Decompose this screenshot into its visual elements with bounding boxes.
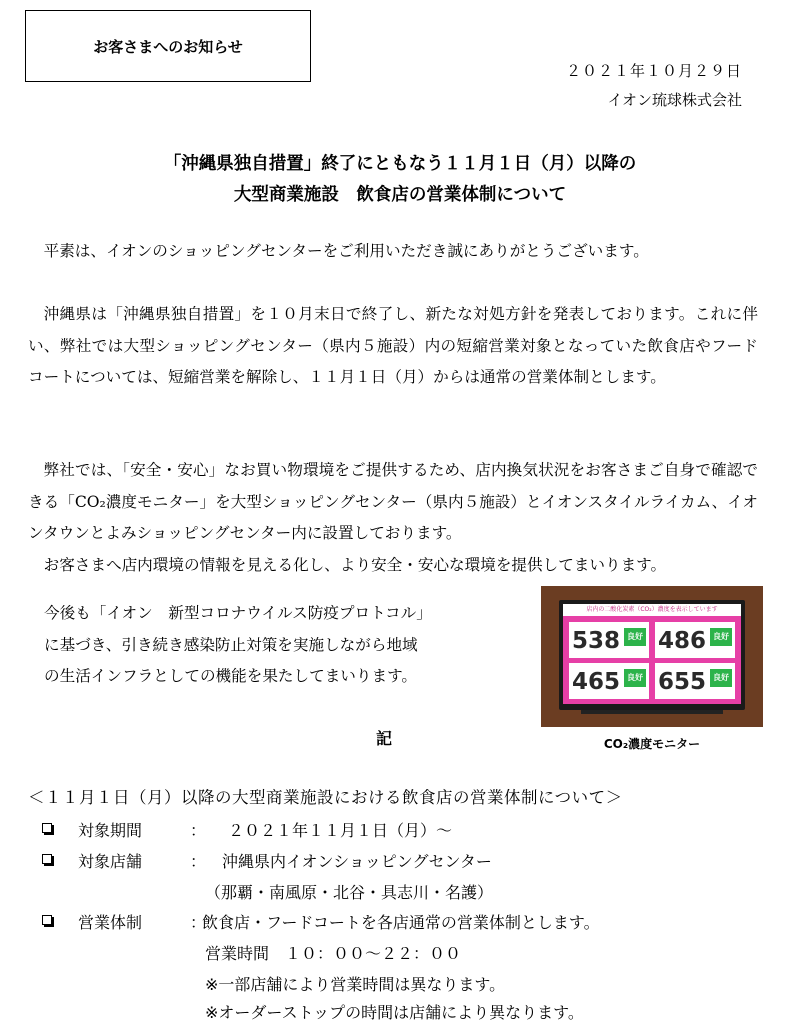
protocol-line-2: に基づき、引き続き感染防止対策を実施しながら地域	[44, 635, 418, 654]
title-line-1: 「沖縄県独自措置」終了にともなう１１月１日（月）以降の	[163, 154, 637, 174]
item-value-hours: 飲食店・フードコートを各店通常の営業体制とします。	[202, 913, 600, 932]
protocol-line-1: 今後も「イオン 新型コロナウイルス防疫プロトコル」	[44, 604, 432, 622]
ki-mark: 記	[376, 729, 393, 748]
co2-value: 538	[572, 628, 621, 654]
item-colon: ：	[190, 821, 207, 840]
checkbox-bullet-icon	[42, 823, 52, 833]
item-label-period: 対象期間	[78, 821, 143, 840]
company-name: イオン琉球株式会社	[607, 91, 742, 109]
status-badge: 良好	[710, 628, 732, 646]
status-badge: 良好	[624, 628, 646, 646]
monitor-cell	[569, 622, 649, 658]
notice-box-label: お客さまへのお知らせ	[93, 37, 243, 56]
item-label-hours: 営業体制	[78, 913, 143, 932]
issue-date: ２０２１年１０月２９日	[565, 62, 742, 80]
item-colon: ：	[190, 852, 207, 871]
note-order-stop: ※オーダーストップの時間は店舗により異なります。	[205, 1003, 584, 1022]
note-hours: ※一部店舗により営業時間は異なります。	[205, 975, 506, 994]
greeting-text: 平素は、イオンのショッピングセンターをご利用いただき誠にありがとうございます。	[43, 242, 649, 260]
notice-box	[25, 10, 311, 82]
paragraph-greeting	[28, 236, 758, 268]
co2-value: 465	[572, 669, 621, 695]
co2-text-2: お客さまへ店内環境の情報を見える化し、より安全・安心な環境を提供してまいります。	[43, 555, 667, 574]
monitor-cell	[655, 622, 735, 658]
status-badge: 良好	[624, 669, 646, 687]
monitor-display	[563, 604, 741, 704]
monitor-cell	[655, 663, 735, 699]
item-value-period: ２０２１年１１月１日（月）～	[228, 821, 453, 840]
business-hours: 営業時間 １０：００～２２：００	[205, 944, 462, 963]
paragraph-policy	[28, 299, 758, 394]
paragraph-co2	[28, 455, 758, 581]
photo-caption: CO₂濃度モニター	[603, 737, 701, 751]
status-badge: 良好	[710, 669, 732, 687]
monitor-cell	[569, 663, 649, 699]
checkbox-bullet-icon	[42, 915, 52, 925]
co2-value: 655	[658, 669, 707, 695]
item-value-stores-list: （那覇・南風原・北谷・具志川・名護）	[205, 883, 494, 902]
monitor-stand	[581, 710, 723, 714]
protocol-line-3: の生活インフラとしての機能を果たしてまいります。	[44, 667, 418, 685]
co2-value: 486	[658, 628, 707, 654]
monitor-header: 店内の二酸化炭素（CO₂）濃度を表示しています	[563, 604, 741, 616]
paragraph-protocol	[44, 598, 514, 693]
item-colon: ：	[190, 913, 207, 932]
co2-text: 弊社では、「安全・安心」なお買い物環境をご提供するため、店内換気状況をお客さまご自身で確認できる「CO₂濃度モニター」を大型ショッピングセンター（県内５施設）とイオンスタイルライカム、イオンタウンとよみショッピングセンター内に設置しております。	[28, 461, 758, 542]
title-line-2: 大型商業施設 飲食店の営業体制について	[233, 185, 567, 205]
policy-text: 沖縄県は「沖縄県独自措置」を１０月末日で終了し、新たな対処方針を発表しております。これに伴い、弊社では大型ショッピングセンター（県内５施設）内の短縮営業対象となっていた飲食店やフードコートについては、短縮営業を解除し、１１月１日（月）からは通常の営業体制とします。	[28, 305, 758, 386]
co2-monitor-photo	[541, 586, 763, 727]
item-value-stores: 沖縄県内イオンショッピングセンター	[222, 852, 492, 871]
item-label-stores: 対象店舗	[78, 852, 143, 871]
section-heading: ＜１１月１日（月）以降の大型商業施設における飲食店の営業体制について＞	[28, 788, 623, 807]
checkbox-bullet-icon	[42, 854, 52, 864]
